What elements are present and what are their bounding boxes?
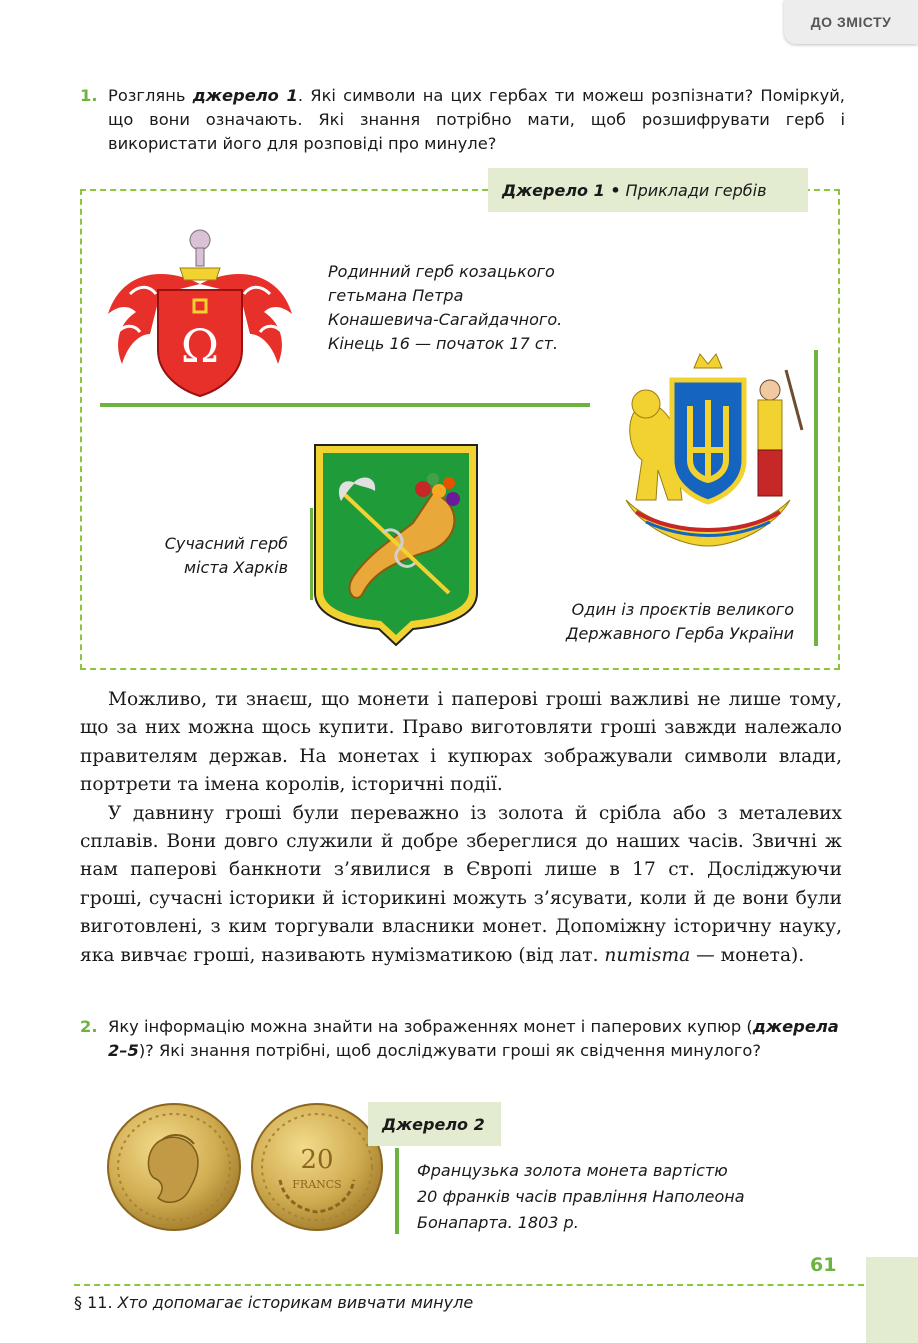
main-body-text: [80, 686, 842, 970]
page-number: 61: [810, 1254, 837, 1276]
question-text: Розглянь джерело 1. Які символи на цих гербах ти можеш розпізнати? Поміркуй, що вони означають. Які знання потрібно мати, щоб розшифрувати герб і використати його для розповіді про минуле?: [108, 86, 845, 153]
question-number: 2.: [80, 1017, 98, 1036]
kharkiv-arms-caption: Сучасний герб міста Харків: [164, 534, 288, 577]
toc-button[interactable]: ДО ЗМІСТУ: [784, 0, 918, 44]
source-2-caption: Французька золота монета вартістю 20 франків часів правління Наполеона Бонапарта. 1803 р.: [417, 1161, 745, 1232]
latin-term: numisma: [604, 944, 691, 966]
source-2-caption-line: [395, 1148, 399, 1234]
source-reference: джерело 1: [192, 86, 298, 105]
ukraine-arms-caption: Один із проєктів великого Державного Герба України: [565, 600, 794, 643]
coin-reverse-image: [250, 1102, 384, 1232]
footer-divider: [74, 1284, 864, 1286]
paragraph: У давнину гроші були переважно із золота й срібла або з металевих сплавів. Вони довго служили й добре збереглися до наших часів. Звичні ж нам паперові банкноти з’явилися в Європі лише в 17 ст. Досліджуючи гроші, сучасні історики й історикині можуть з’ясувати, коли й де вони були виготовлені, з ким торгували власники монет. Допоміжну історичну науку, яка вивчає гроші, називають нумізматикою (від лат. numisma — монета).: [80, 802, 842, 966]
coin-value-text: 20: [300, 1145, 334, 1175]
question-text: Яку інформацію можна знайти на зображеннях монет і паперових купюр (джерела 2–5)? Які знання потрібні, щоб досліджувати гроші як свідчення минулого?: [108, 1017, 839, 1060]
paragraph: Можливо, ти знаєш, що монети і паперові гроші важливі не лише тому, що за них можна щось купити. Право виготовляти гроші завжди належало правителям держав. На монетах і купюрах зображували символи влади, портрети та імена королів, історичні події.: [80, 689, 842, 796]
source-1-label: Джерело 1 • Приклади гербів: [488, 168, 808, 212]
family-coat-of-arms-image: [100, 224, 300, 400]
family-arms-caption: Родинний герб козацького гетьмана Петра Конашевича-Сагайдачного. Кінець 16 — початок 17 ст.: [328, 262, 563, 353]
svg-text:Ω: Ω: [180, 319, 220, 373]
coin-currency-text: FRANCS: [292, 1178, 342, 1191]
divider-line: [100, 403, 590, 407]
question-1: [80, 84, 845, 156]
question-2: [80, 1015, 840, 1063]
ukraine-caption-line: [814, 350, 818, 646]
source-2-label: Джерело 2: [368, 1102, 501, 1146]
kharkiv-coat-of-arms-image: [313, 443, 479, 647]
coin-obverse-image: [106, 1102, 242, 1232]
question-number: 1.: [80, 86, 98, 105]
source-reference: джерела 2–5: [108, 1017, 839, 1060]
page-tab: [866, 1257, 918, 1343]
ukraine-great-coat-of-arms-image: [606, 350, 810, 554]
footer-section-title: § 11. Хто допомагає історикам вивчати минуле: [74, 1293, 474, 1312]
